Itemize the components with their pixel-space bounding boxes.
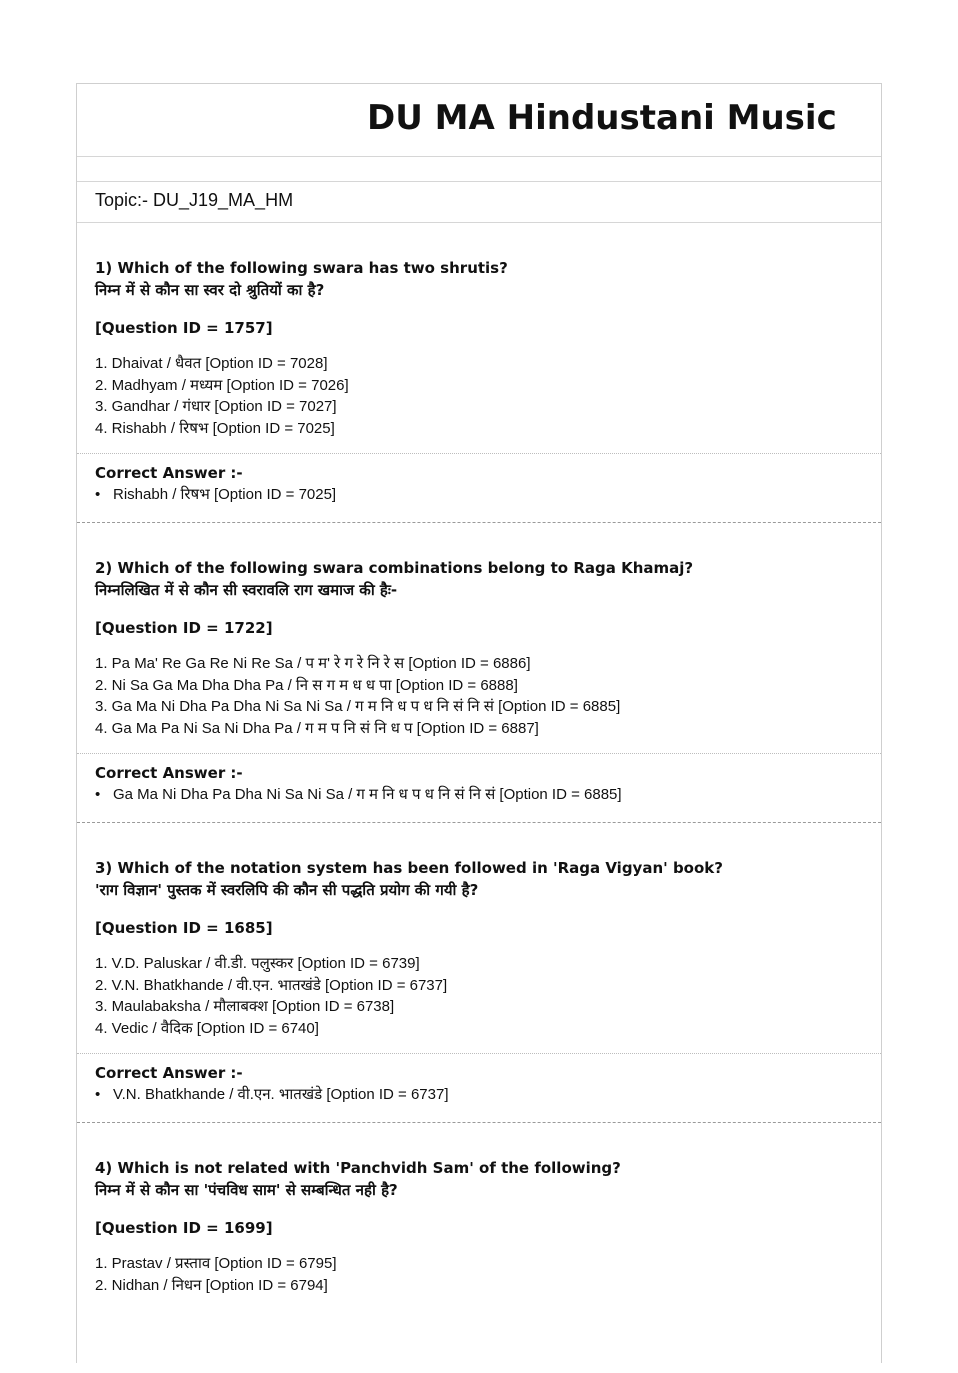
question-block [77, 823, 881, 1123]
option-item: 3. Maulabaksha / मौलाबक्श [Option ID = 6738] [95, 998, 395, 1015]
question-block [77, 223, 881, 523]
topic-row [77, 182, 881, 223]
question-text-hi: 'राग विज्ञान' पुस्तक में स्वरलिपि की कौन सी पद्धति प्रयोग की गयी है? [95, 881, 479, 899]
question-id: [Question ID = 1722] [95, 619, 273, 637]
option-item: 4. Ga Ma Pa Ni Sa Ni Dha Pa / ग म प नि सं नि ध प [Option ID = 6887] [95, 719, 539, 737]
topic-label: Topic:- DU_J19_MA_HM [95, 190, 294, 210]
question-text-hi: निम्न में से कौन सा स्वर दो श्रुतियों का है? [95, 281, 325, 299]
option-item: 1. Dhaivat / धैवत [Option ID = 7028] [95, 355, 328, 372]
bullet-icon: • [95, 486, 101, 503]
page-title: DU MA Hindustani Music [367, 98, 837, 138]
option-item: 2. Madhyam / मध्यम [Option ID = 7026] [95, 376, 349, 394]
correct-answer-text: Ga Ma Ni Dha Pa Dha Ni Sa Ni Sa / ग म नि ध प ध नि सं नि सं [Option ID = 6885] [113, 786, 622, 803]
question-text-en: 4) Which is not related with 'Panchvidh Sam' of the following? [95, 1159, 621, 1177]
option-item: 3. Gandhar / गंधार [Option ID = 7027] [95, 398, 337, 415]
question-text-en: 2) Which of the following swara combinations belong to Raga Khamaj? [95, 559, 694, 577]
bullet-icon: • [95, 1086, 101, 1103]
option-list [95, 353, 863, 439]
question-id: [Question ID = 1699] [95, 1219, 273, 1237]
option-item: 4. Rishabh / रिषभ [Option ID = 7025] [95, 419, 335, 437]
spacer-row [77, 157, 881, 182]
option-item: 2. Ni Sa Ga Ma Dha Dha Pa / नि स ग म ध ध पा [Option ID = 6888] [95, 676, 518, 694]
answer-block [77, 753, 881, 814]
option-item: 3. Ga Ma Ni Dha Pa Dha Ni Sa Ni Sa / ग म नि ध प ध नि सं नि सं [Option ID = 6885] [95, 698, 621, 715]
question-text-hi: निम्न में से कौन सा 'पंचविध साम' से सम्बन्धित नही है? [95, 1181, 398, 1199]
correct-answer-item [95, 1084, 863, 1106]
option-list [95, 1253, 863, 1296]
bullet-icon: • [95, 786, 101, 803]
question-block [77, 523, 881, 823]
answer-block [77, 453, 881, 514]
question-text-en: 1) Which of the following swara has two shrutis? [95, 259, 508, 277]
correct-answer-item [95, 784, 863, 806]
correct-answer-text: Rishabh / रिषभ [Option ID = 7025] [113, 486, 337, 503]
correct-answer-text: V.N. Bhatkhande / वी.एन. भातखंडे [Option ID = 6737] [113, 1086, 449, 1103]
correct-answer-heading: Correct Answer :- [95, 1064, 243, 1082]
question-text-hi: निम्नलिखित में से कौन सी स्वरावलि राग खमाज की हैः- [95, 581, 398, 599]
option-item: 1. Prastav / प्रस्ताव [Option ID = 6795] [95, 1255, 337, 1272]
answer-block [77, 1053, 881, 1114]
question-id: [Question ID = 1685] [95, 919, 273, 937]
correct-answer-heading: Correct Answer :- [95, 464, 243, 482]
document-page [76, 83, 882, 1363]
question-text-en: 3) Which of the notation system has been followed in 'Raga Vigyan' book? [95, 859, 723, 877]
correct-answer-item [95, 484, 863, 506]
option-item: 1. V.D. Paluskar / वी.डी. पलुस्कर [Option ID = 6739] [95, 955, 420, 972]
option-list [95, 653, 863, 739]
correct-answer-heading: Correct Answer :- [95, 764, 243, 782]
option-item: 2. V.N. Bhatkhande / वी.एन. भातखंडे [Option ID = 6737] [95, 976, 448, 994]
question-id: [Question ID = 1757] [95, 319, 273, 337]
option-item: 1. Pa Ma' Re Ga Re Ni Re Sa / प म' रे ग रे नि रे स [Option ID = 6886] [95, 655, 531, 672]
option-item: 2. Nidhan / निधन [Option ID = 6794] [95, 1276, 328, 1294]
option-list [95, 953, 863, 1039]
option-item: 4. Vedic / वैदिक [Option ID = 6740] [95, 1019, 319, 1037]
question-block [77, 1123, 881, 1373]
title-row [77, 84, 881, 157]
